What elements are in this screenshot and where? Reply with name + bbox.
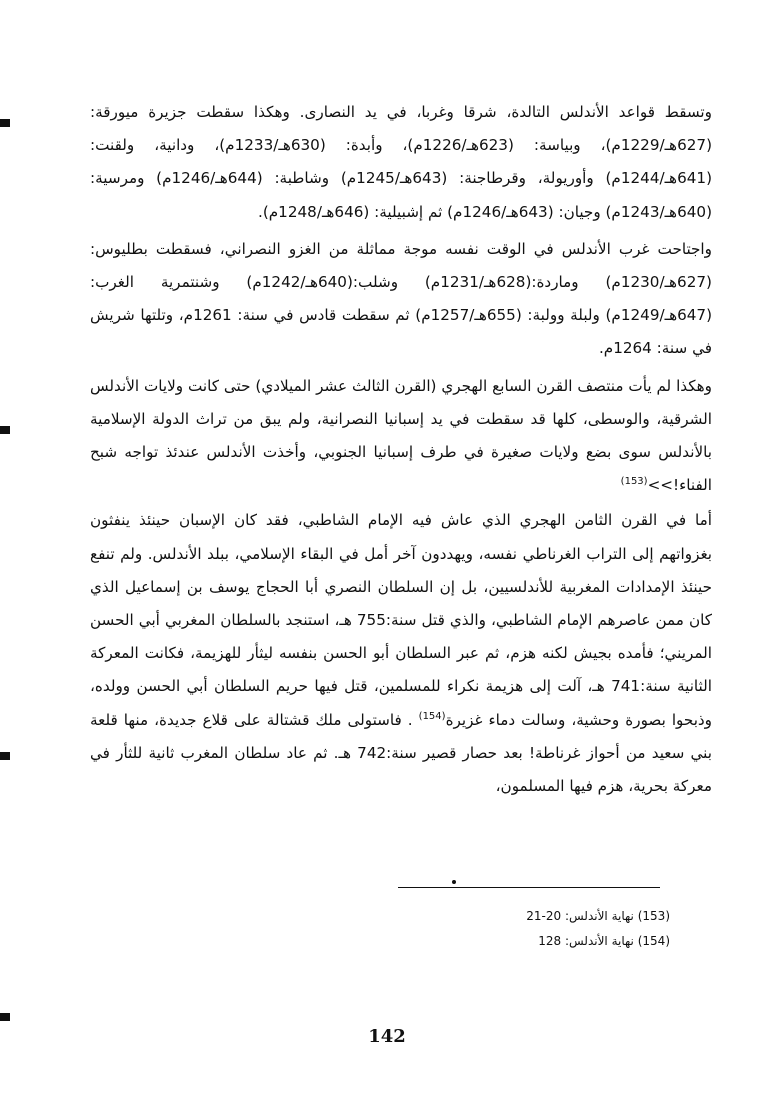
paragraph-2-text: واجتاحت غرب الأندلس في الوقت نفسه موجة مماثلة من الغزو النصراني، فسقطت بطليوس:(627هـ/1230م) وماردة:(628هـ/1231م) وشلب:(640هـ/1242م) وشنتمرية الغرب: (647هـ/1249م) ولبلة وولبة: (655هـ/1257م) ثم سقطت قادس في سنة: 1261م، وتلتها شريش في سنة: 1264م. xyxy=(90,239,713,358)
scan-edge-mark xyxy=(0,1013,10,1021)
footnote-ref-153[interactable]: (153) xyxy=(620,476,648,488)
paragraph-4-text: أما في القرن الثامن الهجري الذي عاش فيه الإمام الشاطبي، فقد كان الإسبان حينئذ ينفثون بغزواتهم إلى التراب الغرناطي نفسه، ويهددون آخر أمل في البقاء الإسلامي، ببلد الأندلس. ولم تنفع حينئذ الإمدادات المغربية للأندلسيين، بل إن السلطان النصري أبا الحجاج يوسف بن إسماعيل الذي كان ممن عاصرهم الإمام الشاطبي، والذي قتل سنة:755 هـ، استنجد بالسلطان المغربي أبي الحسن المريني؛ فأمده بجيش لكنه هزم، ثم عبر السلطان أبو الحسن بنفسه ليثأر للهزيمة، فكانت المعركة الثانية سنة:741 هـ، آلت إلى هزيمة نكراء للمسلمين، قتل فيها حريم السلطان أبي الحسن وولده، وذبحوا بصورة وحشية، وسالت دماء غزيرة xyxy=(90,511,713,729)
paragraph-4 xyxy=(90,504,712,803)
paragraph-2 xyxy=(90,233,712,366)
footnotes xyxy=(370,904,670,954)
footnote-ref-154[interactable]: (154) xyxy=(418,710,446,722)
page-number: 142 xyxy=(368,1026,406,1047)
footnote-154 xyxy=(370,929,670,954)
scan-edge-mark xyxy=(0,119,10,127)
footnote-separator-dot xyxy=(452,880,456,884)
paragraph-3 xyxy=(90,370,712,503)
paragraph-1 xyxy=(90,96,712,229)
paragraph-4-continuation: . فاستولى ملك قشتالة على قلاع جديدة، منها قلعة بني سعيد من أحواز غرناطة! بعد حصار قصير سنة:742 هـ. ثم عاد سلطان المغرب ثانية للثأر في معركة بحرية، هزم فيها المسلمون، xyxy=(90,710,712,796)
footnote-153 xyxy=(370,904,670,929)
paragraph-3-text: وهكذا لم يأت منتصف القرن السابع الهجري (القرن الثالث عشر الميلادي) حتى كانت ولايات الأندلس الشرقية، والوسطى، كلها قد سقطت في يد إسبانيا النصرانية، ولم يبق من تراث الدولة الإسلامية بالأندلس سوى بضع ولايات صغيرة في طرف إسبانيا الجنوبي، وأخذت الأندلس عندئذ تواجه شبح الفناء!>> xyxy=(90,376,712,495)
footnote-separator xyxy=(398,887,660,888)
paragraph-1-text: وتسقط قواعد الأندلس التالدة، شرقا وغربا، في يد النصارى. وهكذا سقطت جزيرة ميورقة: (627هـ/1229م)، وبياسة: (623هـ/1226م)، وأبدة: (630هـ/1233م)، ودانية، ولقنت: (641هـ/1244م) وأوريولة، وقرطاجنة: (643هـ/1245م) وشاطبة: (644هـ/1246م) ومرسية: (640هـ/1243م) وجيان: (643هـ/1246م) ثم إشبيلية: (646هـ/1248م). xyxy=(90,103,712,221)
body-text xyxy=(90,96,712,803)
scan-edge-mark xyxy=(0,426,10,434)
footnote-number: (154) xyxy=(637,934,670,948)
footnote-text: نهاية الأندلس: 128 xyxy=(538,934,634,948)
footnote-number: (153) xyxy=(637,909,670,923)
footnote-text: نهاية الأندلس: 20-21 xyxy=(526,909,634,923)
scan-edge-mark xyxy=(0,752,10,760)
